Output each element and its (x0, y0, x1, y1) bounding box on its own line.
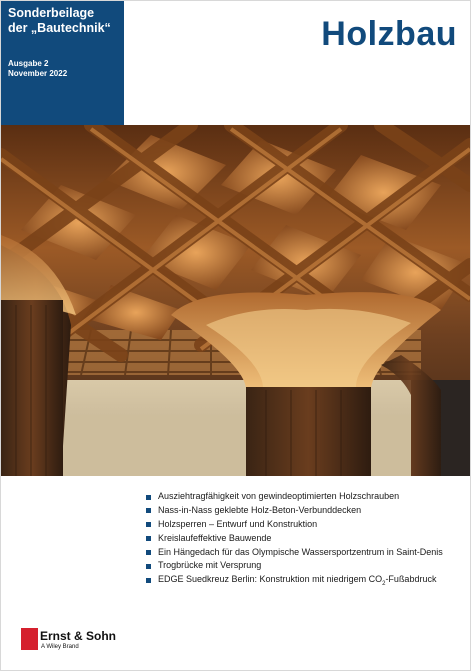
supplement-title (8, 6, 111, 36)
issue-number: Ausgabe 2 (8, 59, 49, 68)
issue-date: November 2022 (8, 69, 68, 78)
toc-item-prefix: EDGE Suedkreuz Berlin: Konstruktion mit niedrigem CO (158, 574, 383, 585)
square-bullet-icon (146, 495, 151, 500)
toc-item-text: Ein Hängedach für das Olympische Wassersportzentrum in Saint-Denis (158, 546, 443, 557)
toc-item-text: Nass-in-Nass geklebte Holz-Beton-Verbunddecken (158, 504, 362, 515)
contents-list (146, 490, 466, 587)
cover-photo (1, 125, 470, 476)
toc-item-text: Ausziehtragfähigkeit von gewindeoptimierten Holzschrauben (158, 491, 400, 501)
toc-item (146, 532, 466, 546)
publisher-logo (21, 628, 131, 658)
toc-item (146, 546, 466, 560)
publisher-logo-icon (21, 628, 38, 650)
issue-info (8, 59, 67, 79)
supplement-line-2: der „Bautechnik“ (8, 21, 111, 35)
square-bullet-icon (146, 536, 151, 541)
toc-item (146, 559, 466, 573)
supplement-box (1, 1, 124, 125)
toc-item-last (146, 573, 466, 587)
toc-item (146, 518, 466, 532)
square-bullet-icon (146, 508, 151, 513)
supplement-line-1: Sonderbeilage (8, 6, 95, 20)
toc-item-text: Kreislaufeffektive Bauwende (158, 532, 272, 543)
toc-item-subscript: 2 (382, 581, 386, 588)
toc-item (146, 504, 466, 518)
square-bullet-icon (146, 550, 151, 555)
toc-item-suffix: -Fußabdruck (385, 574, 437, 585)
magazine-title: Holzbau (321, 15, 457, 53)
publisher-name: Ernst & Sohn (40, 629, 117, 643)
toc-item-text: Holzsperren – Entwurf und Konstruktion (158, 518, 318, 529)
square-bullet-icon (146, 522, 151, 527)
publisher-brand: A Wiley Brand (41, 644, 79, 650)
square-bullet-icon (146, 564, 151, 569)
square-bullet-icon (146, 578, 151, 583)
toc-item-text: Trogbrücke mit Versprung (158, 560, 262, 571)
toc-item (146, 490, 466, 504)
